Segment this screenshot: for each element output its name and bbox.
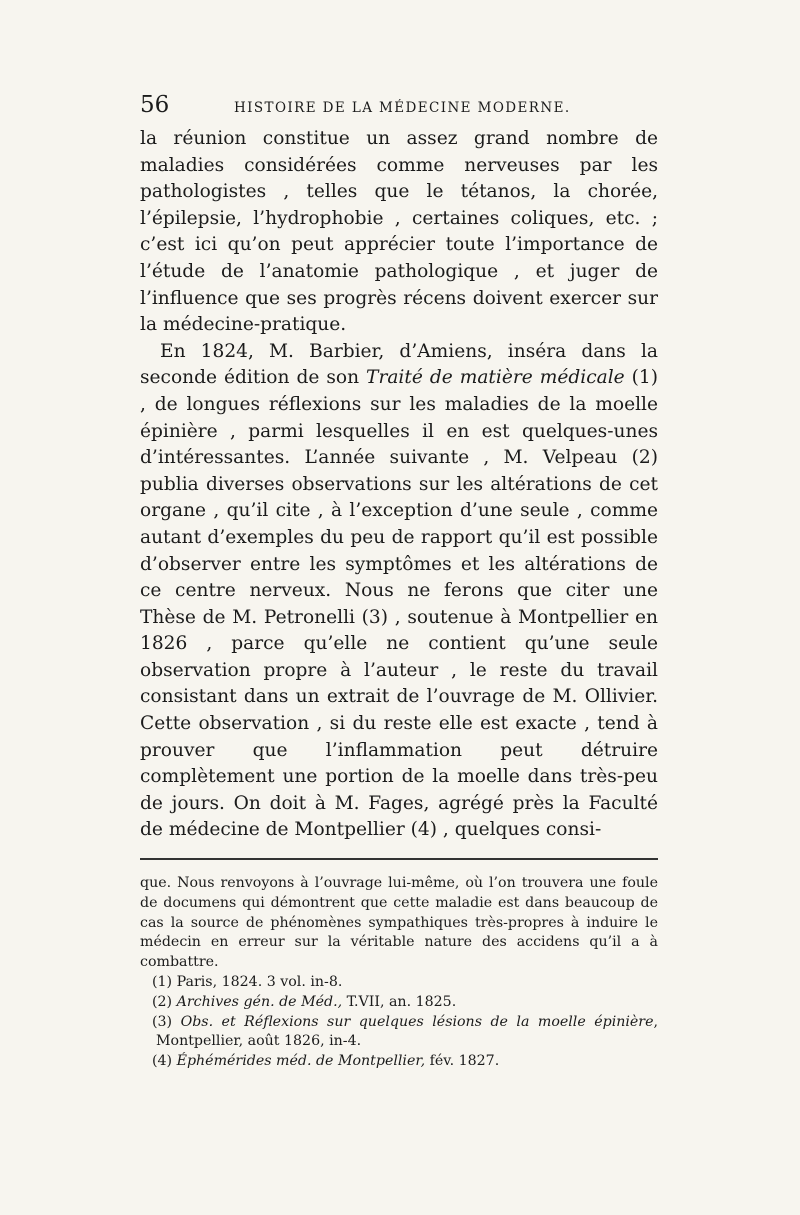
footnote-1: (1) Paris, 1824. 3 vol. in-8. [152, 974, 343, 991]
footnote-4-rest: fév. 1827. [425, 1053, 500, 1070]
page-number: 56 [140, 92, 170, 118]
footnote-4 [140, 1052, 658, 1072]
footnote-2-rest: T.VII, an. 1825. [342, 993, 457, 1010]
footnote-divider [140, 858, 658, 860]
paragraph-text-rest: (1) , de longues réflexions sur les maladies de la moelle épinière , parmi lesquelles il en est quelques-unes d’intéressantes. L’année suivante , M. Velpeau (2) publia diverses observations sur les altérations de cet organe , qu’il cite , à l’exception d’une seule , comme autant d’exemples du peu de rapport qu’il est possible d’observer entre les symptômes et les altérations de ce centre nerveux. Nous ne ferons que citer une Thèse de M. Petronelli (3) , soutenue à Montpellier en 1826 , parce qu’elle ne contient qu’une seule observation propre à l’auteur , le reste du travail consistant dans un extrait de l’ouvrage de M. Ollivier. Cette observation , si du reste elle est exacte , tend à prouver que l’inflammation peut détruire complètement une portion de la moelle dans très-peu de jours. On doit à M. Fages, agrégé près la Faculté de médecine de Montpellier (4) , quelques consi- [140, 367, 658, 841]
footnote-2-number: (2) [152, 993, 177, 1010]
footnote-4-number: (4) [152, 1053, 177, 1070]
paragraph-text-start: En 1824, M. Barbier, d’Amiens, inséra dans la seconde édition de son [140, 340, 658, 389]
main-text [140, 126, 658, 844]
footnote-3-rest: , Montpellier, août 1826, in-4. [156, 1013, 658, 1050]
book-page [140, 92, 658, 1072]
paragraph-barbier [140, 339, 658, 844]
book-title-italic: Traité de matière médicale [366, 367, 625, 389]
footnote-2 [140, 993, 658, 1013]
footnote-3 [140, 1013, 658, 1053]
footnote-2-title: Archives gén. de Méd., [176, 993, 343, 1010]
paragraph-continuation: la réunion constitue un assez grand nombre de maladies considérées comme nerveuses par les pathologistes , telles que le tétanos, la chorée, l’épilepsie, l’hydrophobie , certaines coliques, etc. ; c’est ici qu’on peut apprécier toute l’importance de l’étude de l’anatomie pathologique , et juger de l’influence que ses progrès récens doivent exercer sur la médecine-pratique. [140, 128, 658, 336]
footnote-continuation: que. Nous renvoyons à l’ouvrage lui-même, où l’on trouvera une foule de documens qui démontrent que cette maladie est dans beaucoup de cas la source de phénomènes sympathiques très-propres à induire le médecin en erreur sur la véritable nature des accidens qu’il a à combattre. [140, 875, 658, 971]
running-title: HISTOIRE DE LA MÉDECINE MODERNE. [234, 100, 571, 116]
footnote-3-title: Obs. et Réflexions sur quelques lésions de la moelle épinière [180, 1013, 654, 1030]
page-header [140, 92, 658, 126]
footnotes [140, 874, 658, 1072]
footnote-4-title: Éphémérides méd. de Montpellier, [176, 1053, 426, 1070]
footnote-3-number: (3) [152, 1013, 181, 1030]
